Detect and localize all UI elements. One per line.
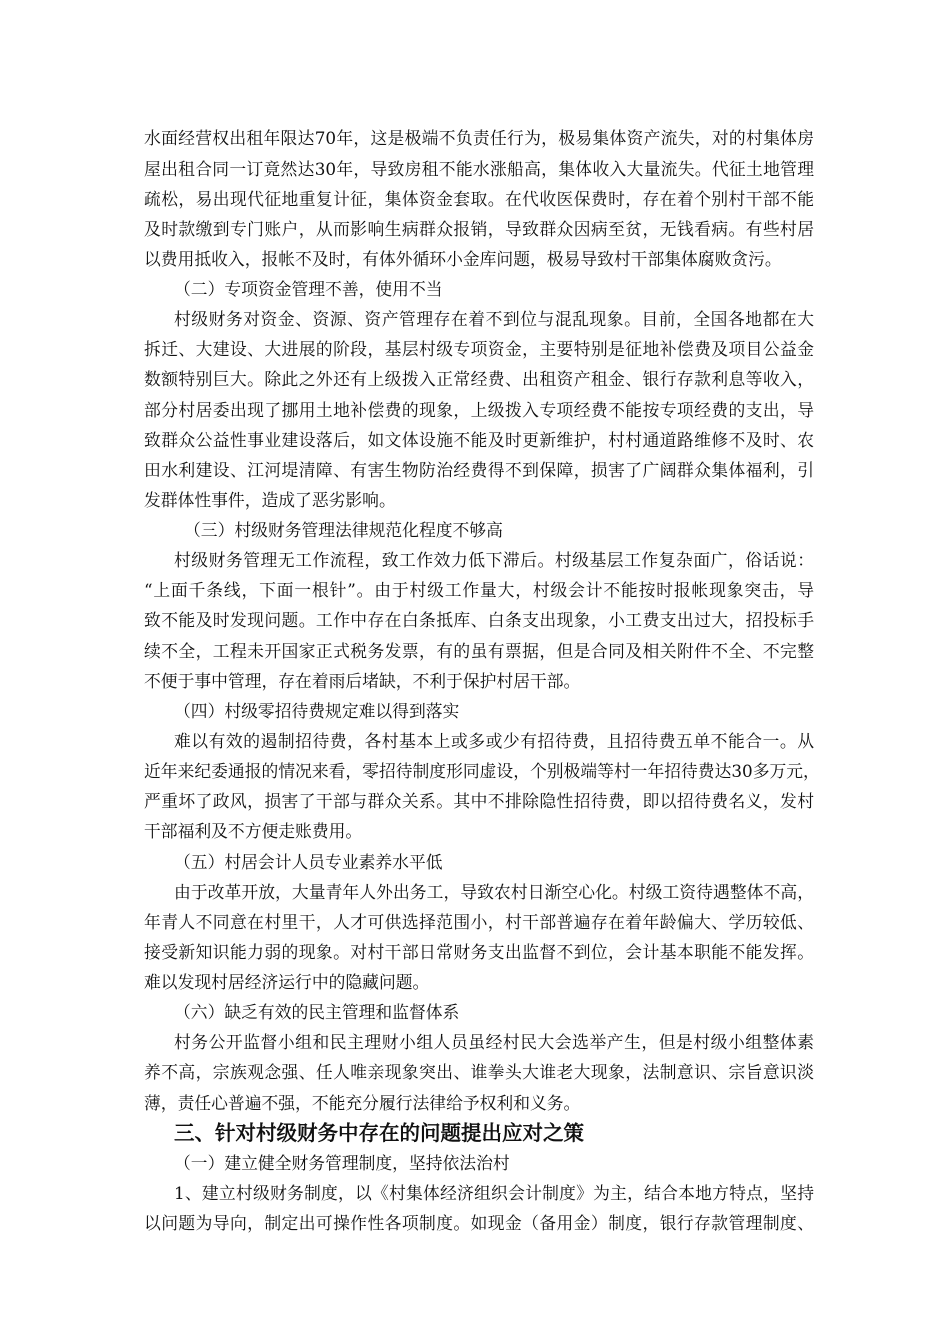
body-text-line: 年青人不同意在村里干，人才可供选择范围小，村干部普遍存在着年龄偏大、学历较低、 [144, 912, 814, 932]
subsection-title: （三）村级财务管理法律规范化程度不够高 [184, 520, 503, 540]
body-text-line: 1、建立村级财务制度，以《村集体经济组织会计制度》为主，结合本地方特点，坚持 [174, 1183, 814, 1203]
body-text-line: 水面经营权出租年限达70年，这是极端不负责任行为，极易集体资产流失，对的村集体房 [144, 128, 814, 148]
body-text-line: 屋出租合同一订竟然达30年，导致房租不能水涨船高，集体收入大量流失。代征土地管理 [144, 159, 814, 179]
body-text-line: 致群众公益性事业建设落后，如文体设施不能及时更新维护，村村通道路维修不及时、农 [144, 430, 814, 450]
body-text-line: 田水利建设、江河堤清障、有害生物防治经费得不到保障，损害了广阔群众集体福利，引 [144, 460, 814, 480]
subsection-title: （二）专项资金管理不善，使用不当 [174, 279, 443, 299]
body-text-line: 发群体性事件，造成了恶劣影响。 [144, 490, 396, 510]
body-text-line: 干部福利及不方便走账费用。 [144, 821, 363, 841]
body-text-line: 数额特别巨大。除此之外还有上级拨入正常经费、出租资产租金、银行存款利息等收入， [144, 369, 814, 389]
subsection-title: （五）村居会计人员专业素养水平低 [174, 852, 443, 872]
body-text-line: 村级财务管理无工作流程，致工作效力低下滞后。村级基层工作复杂面广，俗话说： [174, 550, 814, 570]
subsection-title: （四）村级零招待费规定难以得到落实 [174, 701, 460, 721]
section-heading: 三、针对村级财务中存在的问题提出应对之策 [174, 1121, 584, 1145]
body-text-line: “上面千条线，下面一根针”。由于村级工作量大，村级会计不能按时报帐现象突击，导 [144, 580, 814, 600]
body-text-line: 续不全，工程未开国家正式税务发票，有的虽有票据，但是合同及相关附件不全、不完整 [144, 641, 814, 661]
body-text-line: 致不能及时发现问题。工作中存在白条抵库、白条支出现象，小工费支出过大，招投标手 [144, 610, 814, 630]
body-text-line: 村级财务对资金、资源、资产管理存在着不到位与混乱现象。目前，全国各地都在大 [174, 309, 814, 329]
body-text-line: 部分村居委出现了挪用土地补偿费的现象，上级拨入专项经费不能按专项经费的支出，导 [144, 400, 814, 420]
body-text-line: 难以发现村居经济运行中的隐藏问题。 [144, 972, 430, 992]
body-text-line: 及时款缴到专门账户，从而影响生病群众报销，导致群众因病至贫，无钱看病。有些村居 [144, 219, 814, 239]
body-text-line: 难以有效的遏制招待费，各村基本上或多或少有招待费，且招待费五单不能合一。从 [174, 731, 814, 751]
body-text-line: 不便于事中管理，存在着雨后堵缺，不利于保护村居干部。 [144, 671, 581, 691]
body-text-line: 拆迁、大建设、大进展的阶段，基层村级专项资金，主要特别是征地补偿费及项目公益金 [144, 339, 814, 359]
body-text-line: 疏松，易出现代征地重复计征，集体资金套取。在代收医保费时，存在着个别村干部不能 [144, 189, 814, 209]
body-text-line: 接受新知识能力弱的现象。对村干部日常财务支出监督不到位，会计基本职能不能发挥。 [144, 942, 814, 962]
subsection-title: （六）缺乏有效的民主管理和监督体系 [174, 1002, 460, 1022]
body-text-line: 由于改革开放，大量青年人外出务工，导致农村日渐空心化。村级工资待遇整体不高， [174, 882, 814, 902]
body-text-line: 薄，责任心普遍不强，不能充分履行法律给予权利和义务。 [144, 1093, 581, 1113]
body-text-line: 近年来纪委通报的情况来看，零招待制度形同虚设，个别极端等村一年招待费达30多万元， [144, 761, 820, 781]
body-text-line: 养不高，宗族观念强、任人唯亲现象突出、谁拳头大谁老大现象，法制意识、宗旨意识淡 [144, 1062, 814, 1082]
subsection-title: （一）建立健全财务管理制度，坚持依法治村 [174, 1153, 510, 1173]
body-text-line: 村务公开监督小组和民主理财小组人员虽经村民大会选举产生，但是村级小组整体素 [174, 1032, 814, 1052]
body-text-line: 以费用抵收入，报帐不及时，有体外循环小金库问题，极易导致村干部集体腐败贪污。 [144, 249, 782, 269]
body-text-line: 严重坏了政风，损害了干部与群众关系。其中不排除隐性招待费，即以招待费名义，发村 [144, 791, 814, 811]
body-text-line: 以问题为导向，制定出可操作性各项制度。如现金（备用金）制度，银行存款管理制度、 [144, 1213, 814, 1233]
